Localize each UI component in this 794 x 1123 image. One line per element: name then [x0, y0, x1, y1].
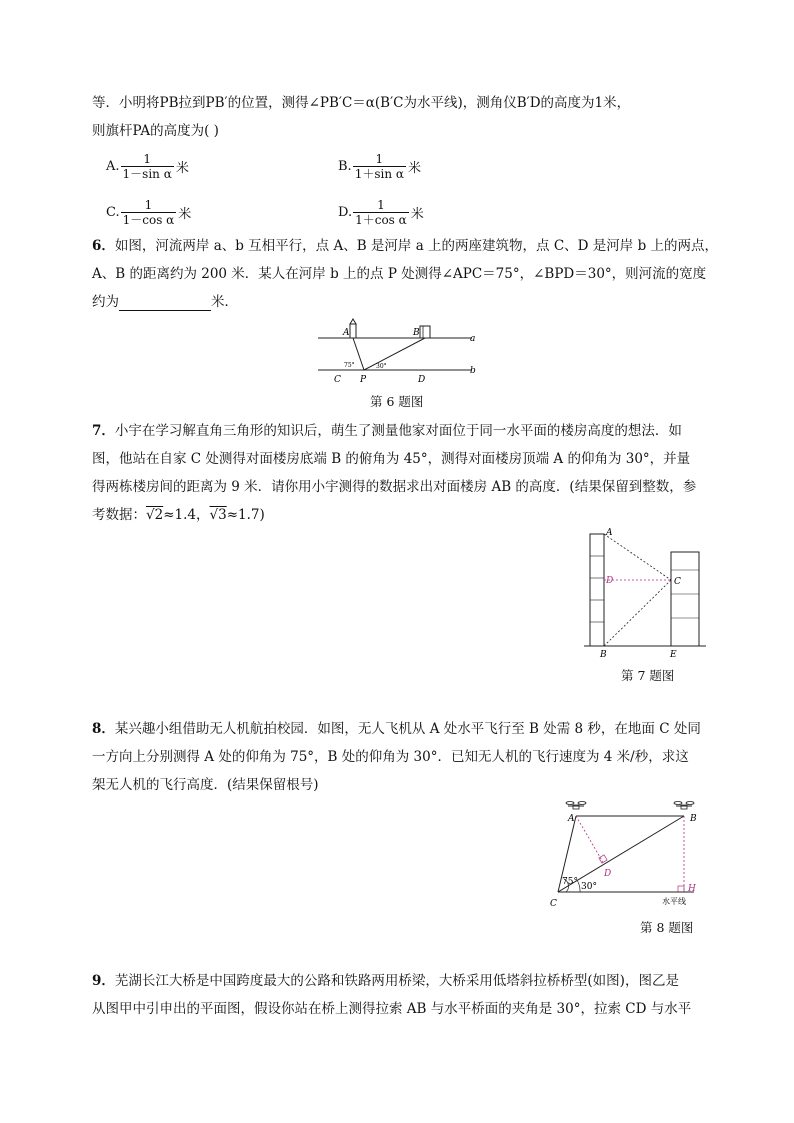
- q5-option-a[interactable]: [106, 152, 189, 181]
- q8-text-1: 某兴趣小组借助无人机航拍校园．如图，无人飞机从 A 处水平飞行至 B 处需 8 秒，在地面 C 处同: [114, 721, 701, 737]
- q8-caption: 第 8 题图: [640, 920, 694, 935]
- q9-line-1: [92, 972, 679, 990]
- fraction-numerator: 1: [143, 152, 151, 166]
- option-letter: A.: [106, 159, 120, 174]
- question-number: 8．: [92, 721, 115, 737]
- q6-line-1: [92, 237, 718, 255]
- unit: 米: [175, 161, 189, 176]
- fraction-numerator: 1: [375, 152, 384, 166]
- label-b: B: [600, 650, 607, 660]
- drone-b-icon: [674, 802, 694, 810]
- q9-line-2: 从图甲中引申出的平面图，假设你站在桥上测得拉索 AB 与水平桥面的夹角是 30°，拉索 CD 与水平: [92, 1001, 692, 1017]
- option-letter: D.: [338, 205, 353, 220]
- q6-text-3b: 米．: [211, 294, 238, 310]
- q7-approx-2: ≈1.7): [226, 507, 265, 523]
- option-letter: C.: [106, 205, 120, 220]
- fraction-denominator: 1－sin α: [122, 167, 172, 181]
- sqrt-3: √3: [209, 507, 227, 523]
- fraction-numerator: 1: [144, 198, 153, 212]
- q6-text-1: 如图，河流两岸 a、b 互相平行，点 A、B 是河岸 a 上的两座建筑物，点 C、D 是河岸 b 上的两点，: [114, 238, 719, 254]
- q7-line-4: [92, 506, 265, 524]
- label-h: H: [688, 884, 696, 894]
- label-b: B: [690, 814, 697, 824]
- label-angle-30: 30°: [581, 882, 597, 892]
- label-d: D: [418, 375, 426, 385]
- drone-a-icon: [566, 802, 586, 810]
- answer-blank[interactable]: [119, 296, 211, 311]
- label-d: D: [604, 869, 612, 879]
- building-ce-shape: [671, 552, 699, 646]
- q6-line-3: [92, 293, 238, 311]
- option-letter: B.: [338, 159, 352, 174]
- label-p: P: [360, 375, 367, 385]
- q8-line-1: [92, 720, 701, 738]
- q5-line-2: 则旗杆PA的高度为( ): [92, 123, 219, 139]
- q7-line-1: [92, 422, 682, 440]
- fraction: [121, 198, 177, 227]
- fraction: [353, 152, 406, 181]
- label-river-b: b: [470, 366, 476, 376]
- label-c: C: [550, 899, 557, 909]
- q6-text-3a: 约为: [92, 294, 119, 310]
- unit: 米: [178, 207, 192, 222]
- sqrt-2: √2: [146, 507, 164, 523]
- question-number: 9．: [92, 973, 115, 989]
- q6-caption: 第 6 题图: [370, 394, 424, 409]
- label-c: C: [334, 375, 341, 385]
- label-b: B: [413, 328, 420, 338]
- q5-option-c[interactable]: [106, 198, 191, 227]
- question-number: 6．: [92, 238, 115, 254]
- label-angle-75: 75°: [562, 877, 578, 887]
- label-e: E: [670, 650, 677, 660]
- q7-text-4a: 考数据：: [92, 507, 146, 523]
- q7-approx-1: ≈1.4，: [163, 507, 210, 523]
- unit: 米: [407, 161, 421, 176]
- question-number: 7．: [92, 423, 115, 439]
- q7-caption: 第 7 题图: [621, 668, 675, 683]
- label-angle-75: 75°: [344, 362, 355, 369]
- q9-text-1: 芜湖长江大桥是中国跨度最大的公路和铁路两用桥梁，大桥采用低塔斜拉桥桥型(如图)，图乙是: [114, 973, 679, 989]
- q7-figure: [580, 526, 710, 664]
- label-angle-30: 30°: [376, 363, 387, 370]
- fraction: [121, 152, 174, 181]
- q8-line-2: 一方向上分别测得 A 处的仰角为 75°，B 处的仰角为 30°．已知无人机的飞行速度为 4 米/秒，求这: [92, 749, 689, 765]
- fraction-denominator: 1－cos α: [122, 213, 175, 227]
- q5-option-b[interactable]: [338, 152, 421, 181]
- label-c: C: [674, 577, 681, 587]
- label-d: D: [606, 576, 614, 586]
- label-a: A: [343, 328, 350, 338]
- q7-text-1: 小宇在学习解直角三角形的知识后，萌生了测量他家对面位于同一水平面的楼房高度的想法．如: [114, 423, 682, 439]
- q6-figure: [310, 318, 490, 388]
- fraction: [353, 198, 409, 227]
- building-b-shape: [420, 326, 430, 338]
- label-river-a: a: [470, 334, 476, 344]
- label-a: A: [568, 814, 575, 824]
- q7-line-2: 图，他站在自家 C 处测得对面楼房底端 B 的俯角为 45°，测得对面楼房顶端 A 的仰角为 30°，并量: [92, 451, 691, 467]
- unit: 米: [410, 207, 424, 222]
- fraction-denominator: 1＋sin α: [354, 167, 404, 181]
- label-horizontal: 水平线: [662, 897, 686, 906]
- q7-line-3: 得两栋楼房间的距离为 9 米．请你用小宇测得的数据求出对面楼房 AB 的高度．(结果保留到整数，参: [92, 479, 697, 495]
- building-ab-shape: [590, 534, 604, 646]
- q5-option-d[interactable]: [338, 198, 424, 227]
- fraction-denominator: 1＋cos α: [355, 213, 407, 227]
- q8-figure: [544, 796, 704, 910]
- q6-line-2: A、B 的距离约为 200 米．某人在河岸 b 上的点 P 处测得∠APC＝75°，∠BPD＝30°，则河流的宽度: [92, 266, 707, 282]
- label-a: A: [606, 528, 613, 538]
- fraction-numerator: 1: [377, 198, 385, 212]
- building-a-shape: [350, 324, 356, 338]
- q5-line-1: 等．小明将PB拉到PB′的位置，测得∠PB′C＝α(B′C为水平线)，测角仪B′D的高度为1米，: [92, 95, 631, 111]
- q8-line-3: 架无人机的飞行高度．(结果保留根号): [92, 777, 319, 793]
